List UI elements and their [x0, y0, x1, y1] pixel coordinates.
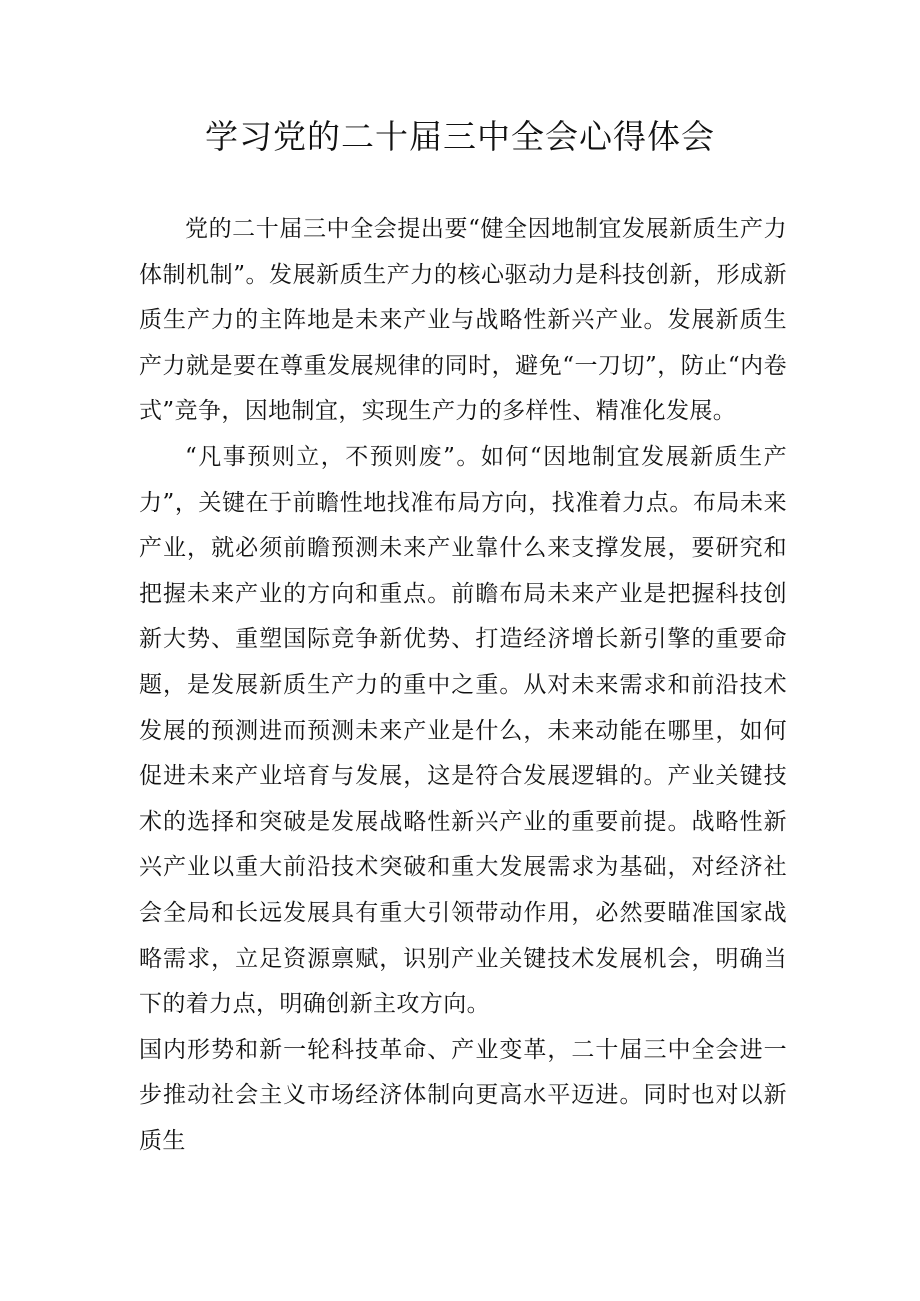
paragraph-1: 党的二十届三中全会提出要“健全因地制宜发展新质生产力体制机制”。发展新质生产力的核心驱动力是科技创新，形成新质生产力的主阵地是未来产业与战略性新兴产业。发展新质生产力就是要在尊重发展规律的同时，避免“一刀切”，防止“内卷式”竞争，因地制宜，实现生产力的多样性、精准化发展。 [139, 216, 787, 425]
paragraph-3: 国内形势和新一轮科技革命、产业变革，二十届三中全会进一步推动社会主义市场经济体制向更高水平迈进。同时也对以新质生 [139, 1036, 787, 1154]
paragraph-2: “凡事预则立，不预则废”。如何“因地制宜发展新质生产力”，关键在于前瞻性地找准布局方向，找准着力点。布局未来产业，就必须前瞻预测未来产业靠什么来支撑发展，要研究和把握未来产业的方向和重点。前瞻布局未来产业是把握科技创新大势、重塑国际竞争新优势、打造经济增长新引擎的重要命题，是发展新质生产力的重中之重。从对未来需求和前沿技术发展的预测进而预测未来产业是什么，未来动能在哪里，如何促进未来产业培育与发展，这是符合发展逻辑的。产业关键技术的选择和突破是发展战略性新兴产业的重要前提。战略性新兴产业以重大前沿技术突破和重大发展需求为基础，对经济社会全局和长远发展具有重大引领带动作用，必然要瞄准国家战略需求，立足资源禀赋，识别产业关键技术发展机会，明确当下的着力点，明确创新主攻方向。 [139, 443, 787, 1018]
document-title: 学习党的二十届三中全会心得体会 [205, 117, 715, 156]
document-body [139, 207, 787, 1164]
